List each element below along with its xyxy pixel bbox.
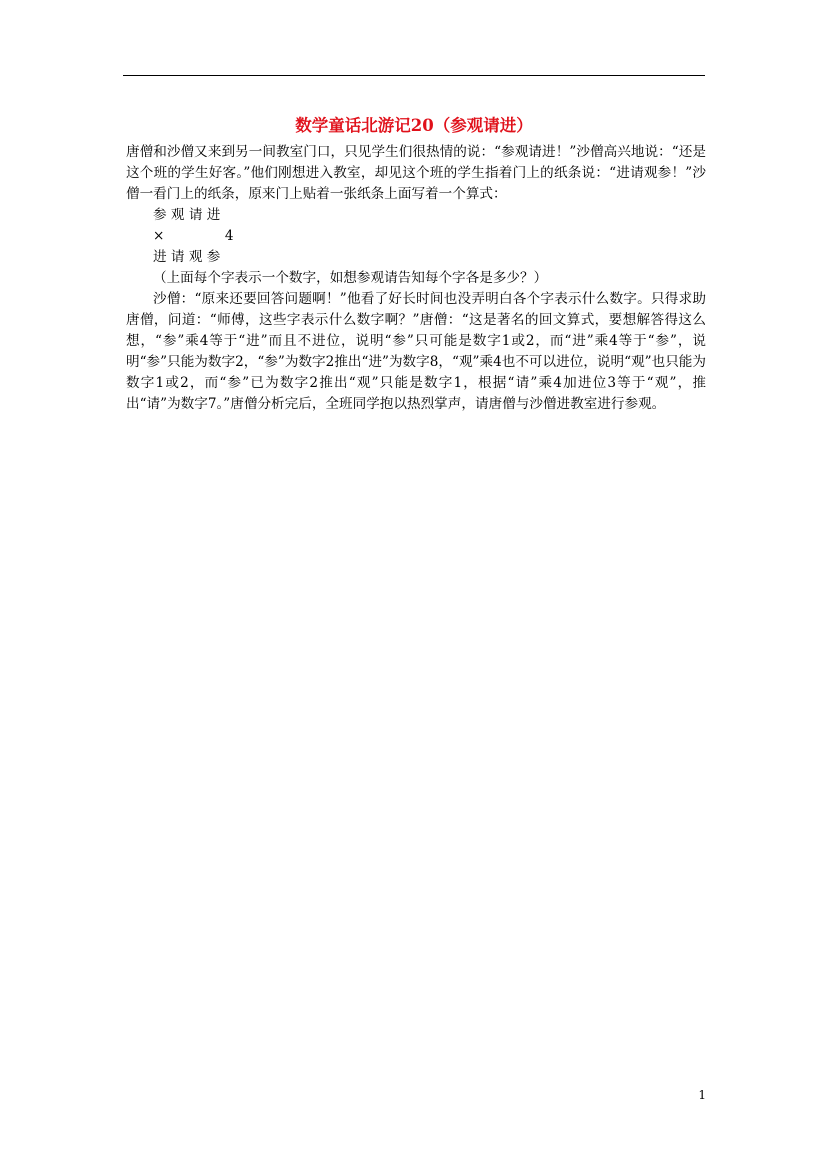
document-body [126,142,706,415]
question-paragraph: （上面每个字表示一个数字，如想参观请告知每个字各是多少？） [153,270,548,286]
answer-paragraph: 沙僧：“原来还要回答问题啊！”他看了好长时间也没弄明白各个字表示什么数字。只得求助唐僧，问道：“师傅，这些字表示什么数字啊？”唐僧：“这是著名的回文算式，要想解答得这么想，“参”乘4等于“进”而且不进位，说明“参”只可能是数字1或2，而“进”乘4等于“参”，说明“参”只能为数字2，“参”为数字2推出“进”为数字8，“观”乘4也不可以进位，说明“观”也只能为数字1或2，而“参”已为数字2推出“观”只能是数字1，根据“请”乘4加进位3等于“观”，推出“请”为数字7。”唐僧分析完后，全班同学抱以热烈掌声，请唐僧与沙僧进教室进行参观。 [126,291,706,412]
equation-line-3: 进 请 观 参 [153,249,221,265]
header-rule [123,75,705,76]
document-title: 数学童话北游记20（参观请进） [295,116,533,135]
equation-line-2: × 4 [153,228,234,244]
equation-line-1: 参 观 请 进 [153,207,221,223]
page-number: 1 [698,1088,706,1102]
intro-paragraph: 唐僧和沙僧又来到另一间教室门口，只见学生们很热情的说：“参观请进！”沙僧高兴地说：“还是这个班的学生好客。”他们刚想进入教室，却见这个班的学生指着门上的纸条说：“进请观参！”沙僧一看门上的纸条，原来门上贴着一张纸条上面写着一个算式： [126,144,706,202]
